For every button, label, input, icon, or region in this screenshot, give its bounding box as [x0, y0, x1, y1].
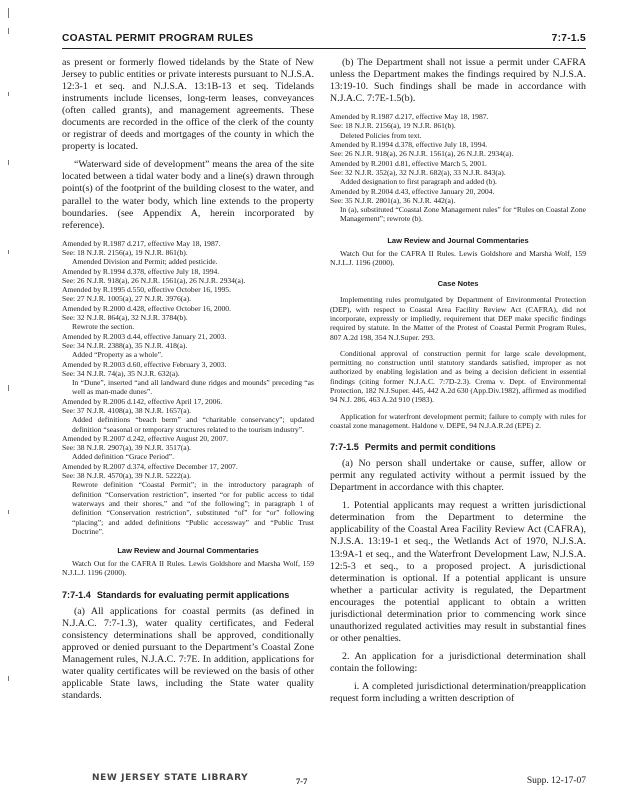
- history-line: Amended by R.2007 d.242, effective August 20, 2007.: [62, 433, 229, 443]
- case-note: Application for waterfront development permit; failure to comply with rules for coastal zone management. Haldone v. DEPE, 94 N.J.A.R.2d (EPE) 2.: [330, 411, 586, 430]
- header-rule: [62, 48, 586, 49]
- law-review-heading: Law Review and Journal Commentaries: [117, 546, 259, 556]
- history-line: See: 34 N.J.R. 74(a), 35 N.J.R. 632(a).: [62, 368, 180, 378]
- history-notes: [330, 112, 586, 224]
- law-review-heading: Law Review and Journal Commentaries: [387, 235, 529, 245]
- running-title: COASTAL PERMIT PROGRAM RULES: [62, 33, 254, 44]
- history-line: Rewrote definition “Coastal Permit”; in the introductory paragraph of definition “Conservation restriction”, inserted “or for public access to tidal waterways and their shores,” and “of the following”; in paragraph 1 of definition “Conservation restriction”, substituted “of” for “or” following “placing”; and added definitions “Public accessway” and “Public Trust Doctrine”.: [72, 480, 314, 536]
- history-line: See: 27 N.J.R. 1005(a), 27 N.J.R. 3976(a).: [62, 294, 192, 304]
- paragraph-2: 2. An application for a jurisdictional determination shall contain the following:: [330, 650, 586, 674]
- page-number: 7-7: [296, 776, 308, 786]
- paragraph-1: 1. Potential applicants may request a written jurisdictional determination from the Department to determine the applicability of the Coastal Area Facility Review Act (CAFRA), N.J.S.A. 13:19-1 et seq., the Wetlands Act of 1970, N.J.S.A. 13:9A-1 et seq., and the Waterfront Development Law, N.J.S.A. 12:5-3 et seq., to a proposed project. A jurisdictional determination is optional. If a potential applicant is unsure whether a particular activity is regulated, the Department encourages the potential applicant to obtain a written jurisdictional determination prior to commencing work since unauthorized regulated activities may result in substantial fines or other penalties.: [330, 500, 586, 644]
- history-line: See: 32 N.J.R. 864(a), 32 N.J.R. 3784(b).: [62, 313, 188, 323]
- history-line: See: 38 N.J.R. 2907(a), 39 N.J.R. 3517(a).: [62, 443, 192, 453]
- history-line: Rewrote the section.: [72, 322, 135, 332]
- history-line: See: 26 N.J.R. 918(a), 26 N.J.R. 1561(a), 26 N.J.R. 2934(a).: [62, 275, 246, 285]
- history-line: See: 32 N.J.R. 352(a), 32 N.J.R. 682(a), 33 N.J.R. 843(a).: [330, 167, 506, 177]
- history-line: Amended Division and Permit; added pesticide.: [72, 257, 218, 267]
- right-column: [330, 57, 586, 705]
- history-line: See: 37 N.J.R. 4108(a), 38 N.J.R. 1657(a).: [62, 406, 192, 415]
- section-title: Standards for evaluating permit applications: [96, 589, 290, 600]
- case-note: Implementing rules promulgated by Department of Environmental Protection (DEP), with respect to Coastal Area Facility Review Act (CAFRA), did not incorporate, expressly or impliedly, requirement that DEP make specific findings required by statute. In the Matter of the Protest of Coastal Permit Program Rules, 807 A.2d 198, 354 N.J.Super. 293.: [330, 295, 586, 342]
- law-review-text: Watch Out for the CAFRA II Rules. Lewis Goldshore and Marsha Wolf, 159 N.J.L.J. 1196 (2000).: [62, 559, 314, 578]
- history-line: Amended by R.2007 d.374, effective December 17, 2007.: [62, 461, 238, 471]
- section-title: Permits and permit conditions: [364, 442, 496, 453]
- history-line: See: 18 N.J.R. 2156(a), 19 N.J.R. 861(b).: [330, 121, 456, 131]
- history-line: Amended by R.2000 d.428, effective October 16, 2000.: [62, 303, 231, 313]
- running-section-number: 7:7-1.5: [551, 33, 586, 44]
- history-line: Amended by R.1987 d.217, effective May 18, 1987.: [330, 112, 489, 122]
- section-number: 7:7-1.4: [62, 589, 91, 600]
- section-paragraph: (a) All applications for coastal permits (as defined in N.J.A.C. 7:7-1.3), water quality certificates, and Federal consistency determinations shall be approved, conditionally approved or denied pursuant to the Department’s Coastal Zone Management rules, N.J.A.C. 7:7E. In addition, applications for water quality certificates will be reviewed on the basis of other applicable State laws, including the State water quality standards.: [62, 605, 314, 702]
- history-line: Amended by R.2003 d.60, effective February 3, 2003.: [62, 359, 227, 369]
- section-heading: [330, 442, 586, 452]
- case-note: Conditional approval of construction permit for large scale development, permitting no construction until statutory standards satisfied, improper as not authorized by enabling legislation and as being a decision deficient in essential findings (citing former N.J.A.C. 7:7D-2.3). Crema v. Dept. of Environmental Protection, 182 N.J.Super. 445, 442 A.2d 630 (App.Div.1982), affirmed as modified 94 N.J. 286, 463 A.2d 910 (1983).: [330, 348, 586, 405]
- history-line: Amended by R.2001 d.81, effective March 5, 2001.: [330, 158, 487, 168]
- history-line: Amended by R.1994 d.378, effective July 18, 1994.: [330, 140, 488, 150]
- scan-margin-marks: [4, 0, 24, 800]
- paragraph-i: i. A completed jurisdictional determination/preapplication request form including a written description of: [330, 681, 586, 705]
- law-review-text: Watch Out for the CAFRA II Rules. Lewis Goldshore and Marsha Wolf, 159 N.J.L.J. 1196 (2000).: [330, 248, 586, 268]
- history-line: Amended by R.1994 d.378, effective July 18, 1994.: [62, 266, 220, 276]
- history-line: See: 26 N.J.R. 918(a), 26 N.J.R. 1561(a), 26 N.J.R. 2934(a).: [330, 149, 514, 159]
- history-notes: [62, 239, 314, 537]
- history-line: In “Dune”, inserted “and all landward dune ridges and mounds” preceding “as well as man-made dunes”.: [72, 378, 314, 397]
- history-line: Deleted Policies from text.: [340, 130, 422, 140]
- history-line: In (a), substituted “Coastal Zone Management rules” for “Rules on Coastal Zone Management”; rewrote (b).: [340, 205, 586, 224]
- section-heading: [62, 590, 314, 600]
- history-line: Amended by R.2003 d.44, effective January 21, 2003.: [62, 331, 227, 341]
- paragraph-b: (b) The Department shall not issue a permit under CAFRA unless the Department makes the findings required by N.J.S.A. 13:19-10. Such findings shall be made in accordance with N.J.A.C. 7:7E-1.5(b).: [330, 57, 586, 105]
- history-line: Amended by R.1987 d.217, effective May 18, 1987.: [62, 238, 221, 248]
- history-line: Amended by R.2004 d.43, effective January 20, 2004.: [330, 186, 495, 196]
- paragraph-a: (a) No person shall undertake or cause, suffer, allow or permit any regulated activity without a permit issued by the Department in accordance with this chapter.: [330, 458, 586, 494]
- history-line: Amended by R.1995 d.550, effective October 16, 1995.: [62, 285, 231, 295]
- definition-waterward-side: “Waterward side of development” means the area of the site located between a tidal water body and a line(s) drawn through point(s) of the footprint of the building closest to the water, and parallel to the water body, which line extends to the property boundaries. (see Appendix A, herein incorporated by reference).: [62, 159, 314, 231]
- history-line: Added definition “Grace Period”.: [72, 452, 175, 462]
- history-line: See: 38 N.J.R. 4570(a), 39 N.J.R. 5222(a).: [62, 471, 192, 481]
- definition-continuation: as present or formerly flowed tidelands by the State of New Jersey to public entities or private interests pursuant to N.J.S.A. 12:3-1 et seq. and N.J.S.A. 13:1B-13 et seq. Tidelands instruments include licenses, long-term leases, conveyances (often called grants), and management agreements. These documents are recorded in the office of the clerk of the county or registrar of deeds and mortgages of the county in which the property is located.: [62, 57, 314, 153]
- history-line: Added definitions “beach berm” and “charitable conservancy”; updated definition “seasonal or temporary structures related to the tourism industry”.: [72, 415, 314, 434]
- left-column: [62, 57, 314, 702]
- case-notes-heading: Case Notes: [437, 279, 479, 289]
- history-line: Amended by R.2006 d.142, effective April 17, 2006.: [62, 396, 223, 406]
- section-number: 7:7-1.5: [330, 442, 359, 453]
- history-line: Added designation to first paragraph and added (b).: [340, 177, 497, 187]
- library-stamp: NEW JERSEY STATE LIBRARY: [92, 773, 249, 783]
- history-line: Added “Property as a whole”.: [72, 350, 163, 360]
- supplement-date: Supp. 12-17-07: [526, 776, 586, 786]
- history-line: See: 34 N.J.R. 2388(a), 35 N.J.R. 418(a).: [62, 340, 188, 350]
- history-line: See: 18 N.J.R. 2156(a), 19 N.J.R. 861(b).: [62, 247, 188, 257]
- history-line: See: 35 N.J.R. 2801(a), 36 N.J.R. 442(a).: [330, 195, 456, 205]
